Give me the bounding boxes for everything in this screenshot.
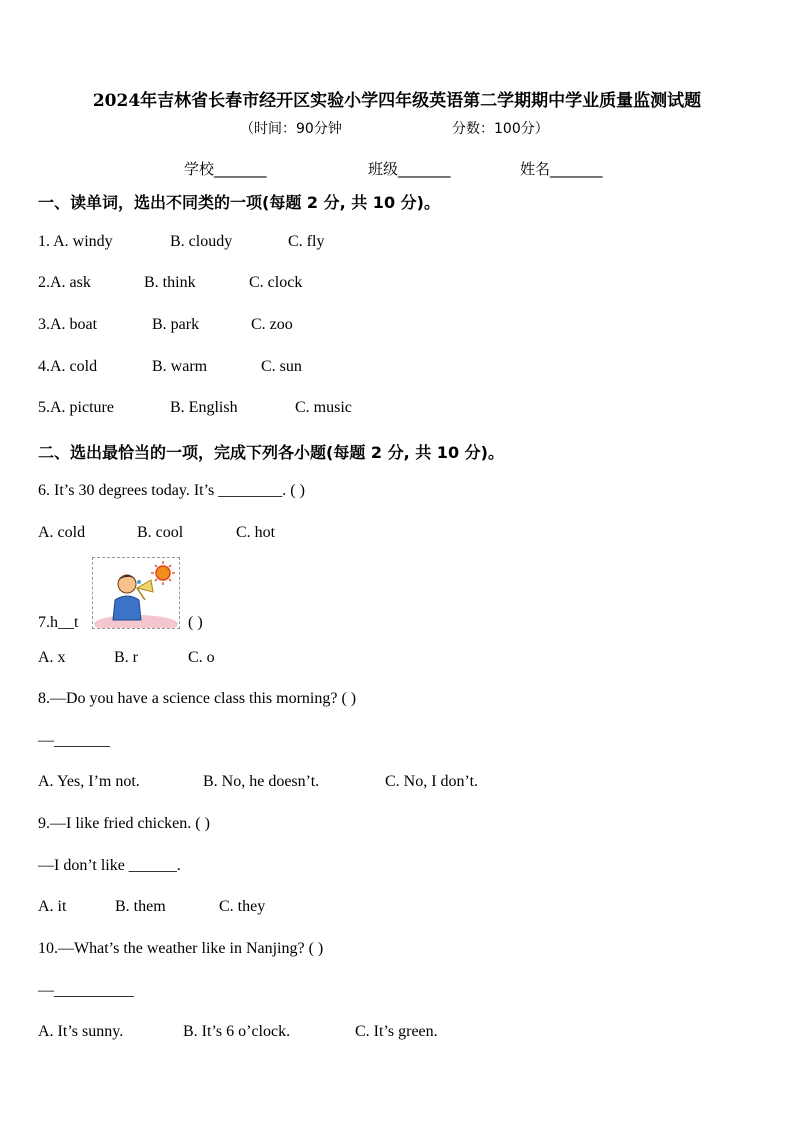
q6-stem: 6. It’s 30 degrees today. It’s ________. ( ) bbox=[38, 482, 305, 499]
q1-option-a: 1. A. windy bbox=[38, 233, 113, 250]
q5-option-b: B. English bbox=[170, 399, 238, 416]
q1-option-b: B. cloudy bbox=[170, 233, 233, 250]
q10-answer-line: —__________ bbox=[38, 982, 134, 999]
q7-stem: 7.h__t bbox=[38, 614, 79, 631]
q9-option-a: A. it bbox=[38, 898, 67, 915]
q3-option-c: C. zoo bbox=[251, 316, 293, 333]
q3-option-a: 3.A. boat bbox=[38, 316, 98, 333]
q6-option-a: A. cold bbox=[38, 524, 86, 541]
q8-option-c: C. No, I don’t. bbox=[385, 773, 479, 790]
class-field: 班级_______ bbox=[368, 160, 451, 178]
q1-option-c: C. fly bbox=[288, 233, 325, 250]
sun-icon bbox=[151, 561, 175, 585]
q10-option-b: B. It’s 6 o’clock. bbox=[183, 1023, 291, 1040]
name-field: 姓名_______ bbox=[520, 160, 603, 178]
q8-option-b: B. No, he doesn’t. bbox=[203, 773, 320, 790]
q2-option-b: B. think bbox=[144, 274, 196, 291]
q8-stem: 8.—Do you have a science class this morning? ( ) bbox=[38, 690, 357, 707]
q7-option-a: A. x bbox=[38, 649, 66, 666]
q2-option-c: C. clock bbox=[249, 274, 303, 291]
exam-time: （时间：90分钟 bbox=[240, 121, 342, 137]
q6-option-b: B. cool bbox=[137, 524, 184, 541]
q10-option-c: C. It’s green. bbox=[355, 1023, 438, 1040]
q4-option-c: C. sun bbox=[261, 358, 302, 375]
exam-score: 分数：100分） bbox=[452, 121, 549, 137]
q2-option-a: 2.A. ask bbox=[38, 274, 91, 291]
hot-weather-picture bbox=[92, 557, 180, 629]
school-field: 学校_______ bbox=[184, 160, 267, 178]
q7-answer-paren: ( ) bbox=[188, 614, 203, 631]
q5-option-c: C. music bbox=[295, 399, 352, 416]
section2-heading: 二、选出最恰当的一项，完成下列各小题(每题 2 分, 共 10 分)。 bbox=[38, 443, 504, 462]
q9-option-c: C. they bbox=[219, 898, 266, 915]
section1-heading: 一、读单词，选出不同类的一项(每题 2 分, 共 10 分)。 bbox=[38, 193, 440, 212]
q7-option-b: B. r bbox=[114, 649, 138, 666]
q9-option-b: B. them bbox=[115, 898, 166, 915]
q9-answer-line: —I don’t like ______. bbox=[38, 857, 181, 874]
page-title: 2024年吉林省长春市经开区实验小学四年级英语第二学期期中学业质量监测试题 bbox=[92, 91, 702, 111]
q3-option-b: B. park bbox=[152, 316, 200, 333]
q10-stem: 10.—What’s the weather like in Nanjing? ( ) bbox=[38, 940, 324, 957]
q5-option-a: 5.A. picture bbox=[38, 399, 114, 416]
q9-stem: 9.—I like fried chicken. ( ) bbox=[38, 815, 210, 832]
q10-option-a: A. It’s sunny. bbox=[38, 1023, 124, 1040]
q6-option-c: C. hot bbox=[236, 524, 276, 541]
q8-option-a: A. Yes, I’m not. bbox=[38, 773, 140, 790]
q4-option-a: 4.A. cold bbox=[38, 358, 98, 375]
boy-with-fan-icon bbox=[93, 558, 179, 628]
q7-option-c: C. o bbox=[188, 649, 215, 666]
q8-answer-line: —_______ bbox=[38, 732, 110, 749]
q4-option-b: B. warm bbox=[152, 358, 208, 375]
